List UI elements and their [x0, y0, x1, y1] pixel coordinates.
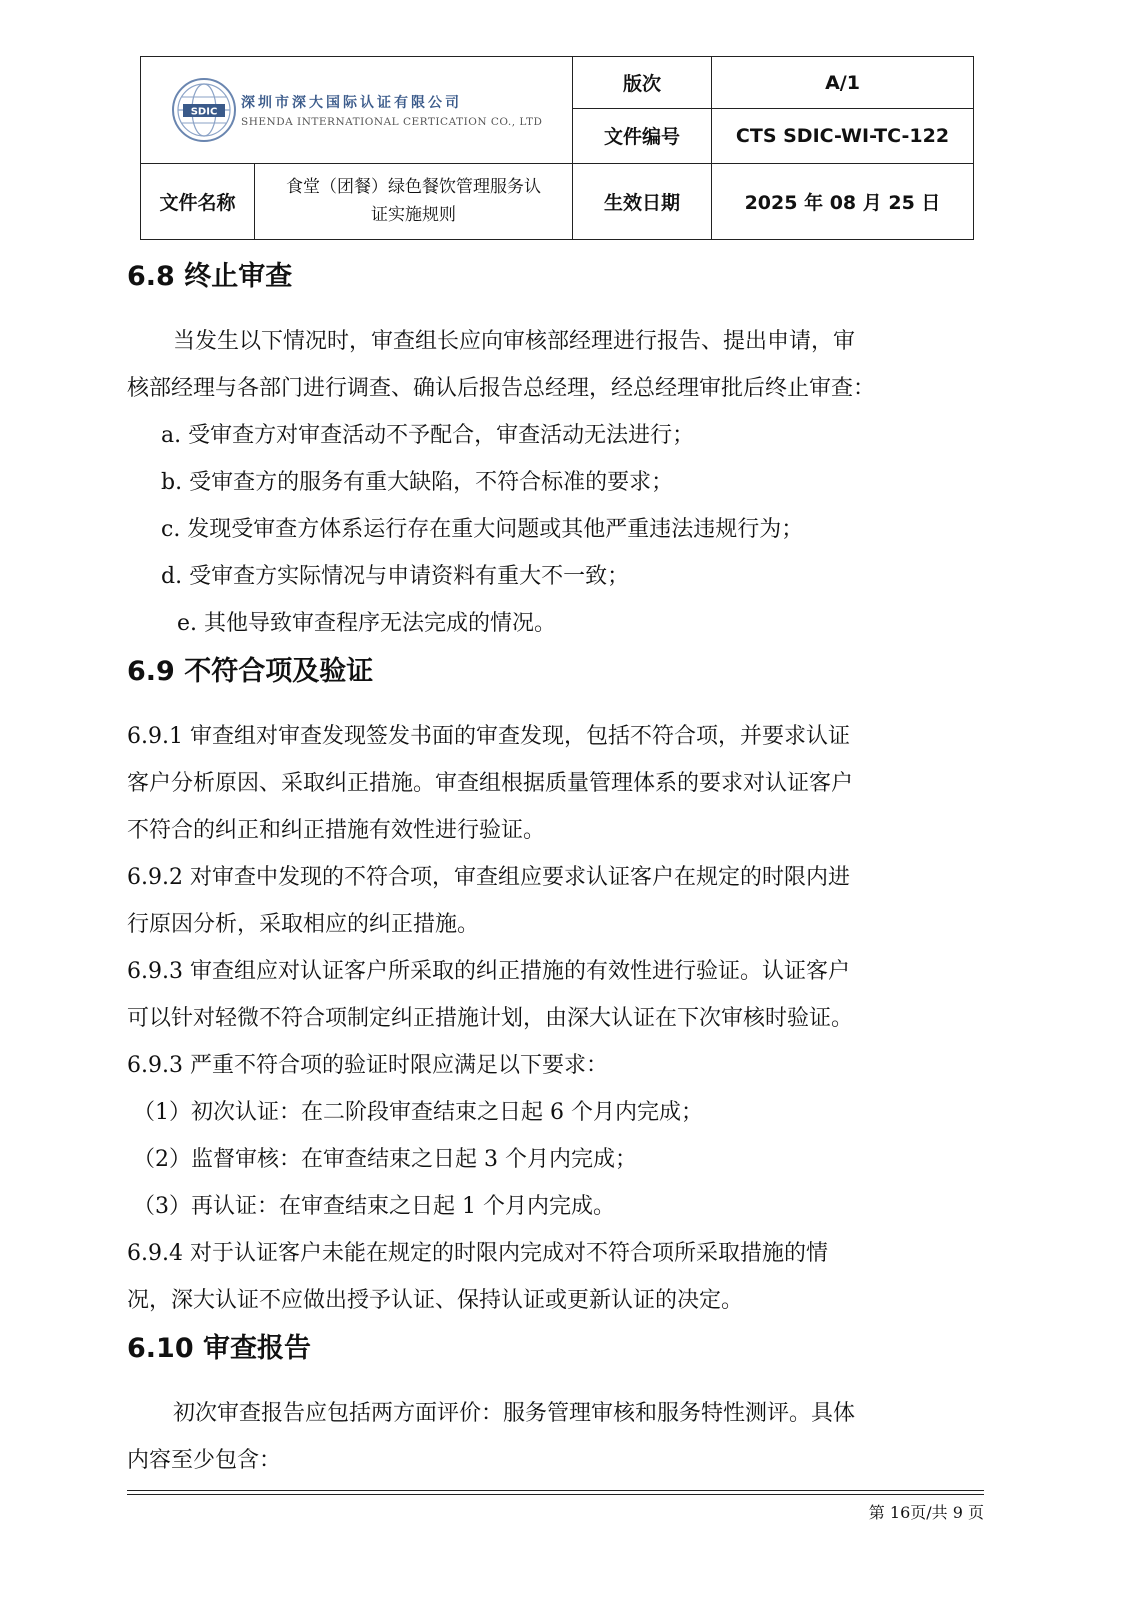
list-item: e. 其他导致审查程序无法完成的情况。	[177, 611, 557, 636]
list-item: （2）监督审核：在审查结束之日起 3 个月内完成；	[133, 1147, 637, 1172]
paragraph: 6.9.4 对于认证客户未能在规定的时限内完成对不符合项所采取措施的情	[127, 1241, 828, 1266]
version-value: A/1	[712, 57, 974, 109]
company-name-cn: 深圳市深大国际认证有限公司	[241, 94, 462, 111]
list-item: c. 发现受审查方体系运行存在重大问题或其他严重违法违规行为；	[161, 517, 804, 542]
paragraph: 可以针对轻微不符合项制定纠正措施计划，由深大认证在下次审核时验证。	[127, 1006, 854, 1031]
section-heading-6-9: 6.9 不符合项及验证	[127, 656, 374, 687]
paragraph: 行原因分析，采取相应的纠正措施。	[127, 912, 480, 937]
section-heading-6-10: 6.10 审查报告	[127, 1333, 312, 1364]
paragraph: 内容至少包含：	[127, 1448, 282, 1473]
paragraph: 况，深大认证不应做出授予认证、保持认证或更新认证的决定。	[127, 1288, 744, 1313]
list-item: d. 受审查方实际情况与申请资料有重大不一致；	[161, 564, 630, 589]
document-header-table	[140, 56, 974, 240]
document-body	[127, 252, 987, 1484]
effective-date-label: 生效日期	[573, 163, 712, 239]
paragraph: 初次审查报告应包括两方面评价：服务管理审核和服务特性测评。具体	[173, 1401, 856, 1426]
paragraph: 当发生以下情况时，审查组长应向审核部经理进行报告、提出申请，审	[173, 329, 856, 354]
company-logo-cell	[141, 57, 573, 164]
paragraph: 不符合的纠正和纠正措施有效性进行验证。	[127, 818, 546, 843]
list-item: （3）再认证：在审查结束之日起 1 个月内完成。	[133, 1194, 615, 1219]
paragraph: 6.9.3 严重不符合项的验证时限应满足以下要求：	[127, 1053, 608, 1078]
doc-name-value: 食堂（团餐）绿色餐饮管理服务认 证实施规则	[255, 163, 573, 239]
globe-logo-icon	[171, 77, 237, 143]
company-name-en: SHENDA INTERNATIONAL CERTICATION CO., LTD	[241, 115, 543, 128]
version-label: 版次	[573, 57, 712, 109]
svg-text:SDIC: SDIC	[190, 106, 218, 118]
effective-date-value: 2025 年 08 月 25 日	[712, 163, 974, 239]
paragraph: 6.9.3 审查组应对认证客户所采取的纠正措施的有效性进行验证。认证客户	[127, 959, 850, 984]
section-heading-6-8: 6.8 终止审查	[127, 261, 293, 292]
footer-divider	[127, 1490, 984, 1491]
doc-number-label: 文件编号	[573, 109, 712, 163]
paragraph: 6.9.1 审查组对审查发现签发书面的审查发现，包括不符合项，并要求认证	[127, 724, 850, 749]
list-item: （1）初次认证：在二阶段审查结束之日起 6 个月内完成；	[133, 1100, 703, 1125]
list-item: a. 受审查方对审查活动不予配合，审查活动无法进行；	[161, 423, 695, 448]
paragraph: 6.9.2 对审查中发现的不符合项，审查组应要求认证客户在规定的时限内进	[127, 865, 850, 890]
paragraph: 客户分析原因、采取纠正措施。审查组根据质量管理体系的要求对认证客户	[127, 771, 854, 796]
list-item: b. 受审查方的服务有重大缺陷，不符合标准的要求；	[161, 470, 674, 495]
doc-name-label: 文件名称	[141, 163, 255, 239]
doc-number-value: CTS SDIC-WI-TC-122	[712, 109, 974, 163]
paragraph: 核部经理与各部门进行调查、确认后报告总经理，经总经理审批后终止审查：	[127, 376, 876, 401]
footer-divider	[127, 1494, 984, 1495]
page-number: 第 16页/共 9 页	[868, 1503, 984, 1522]
